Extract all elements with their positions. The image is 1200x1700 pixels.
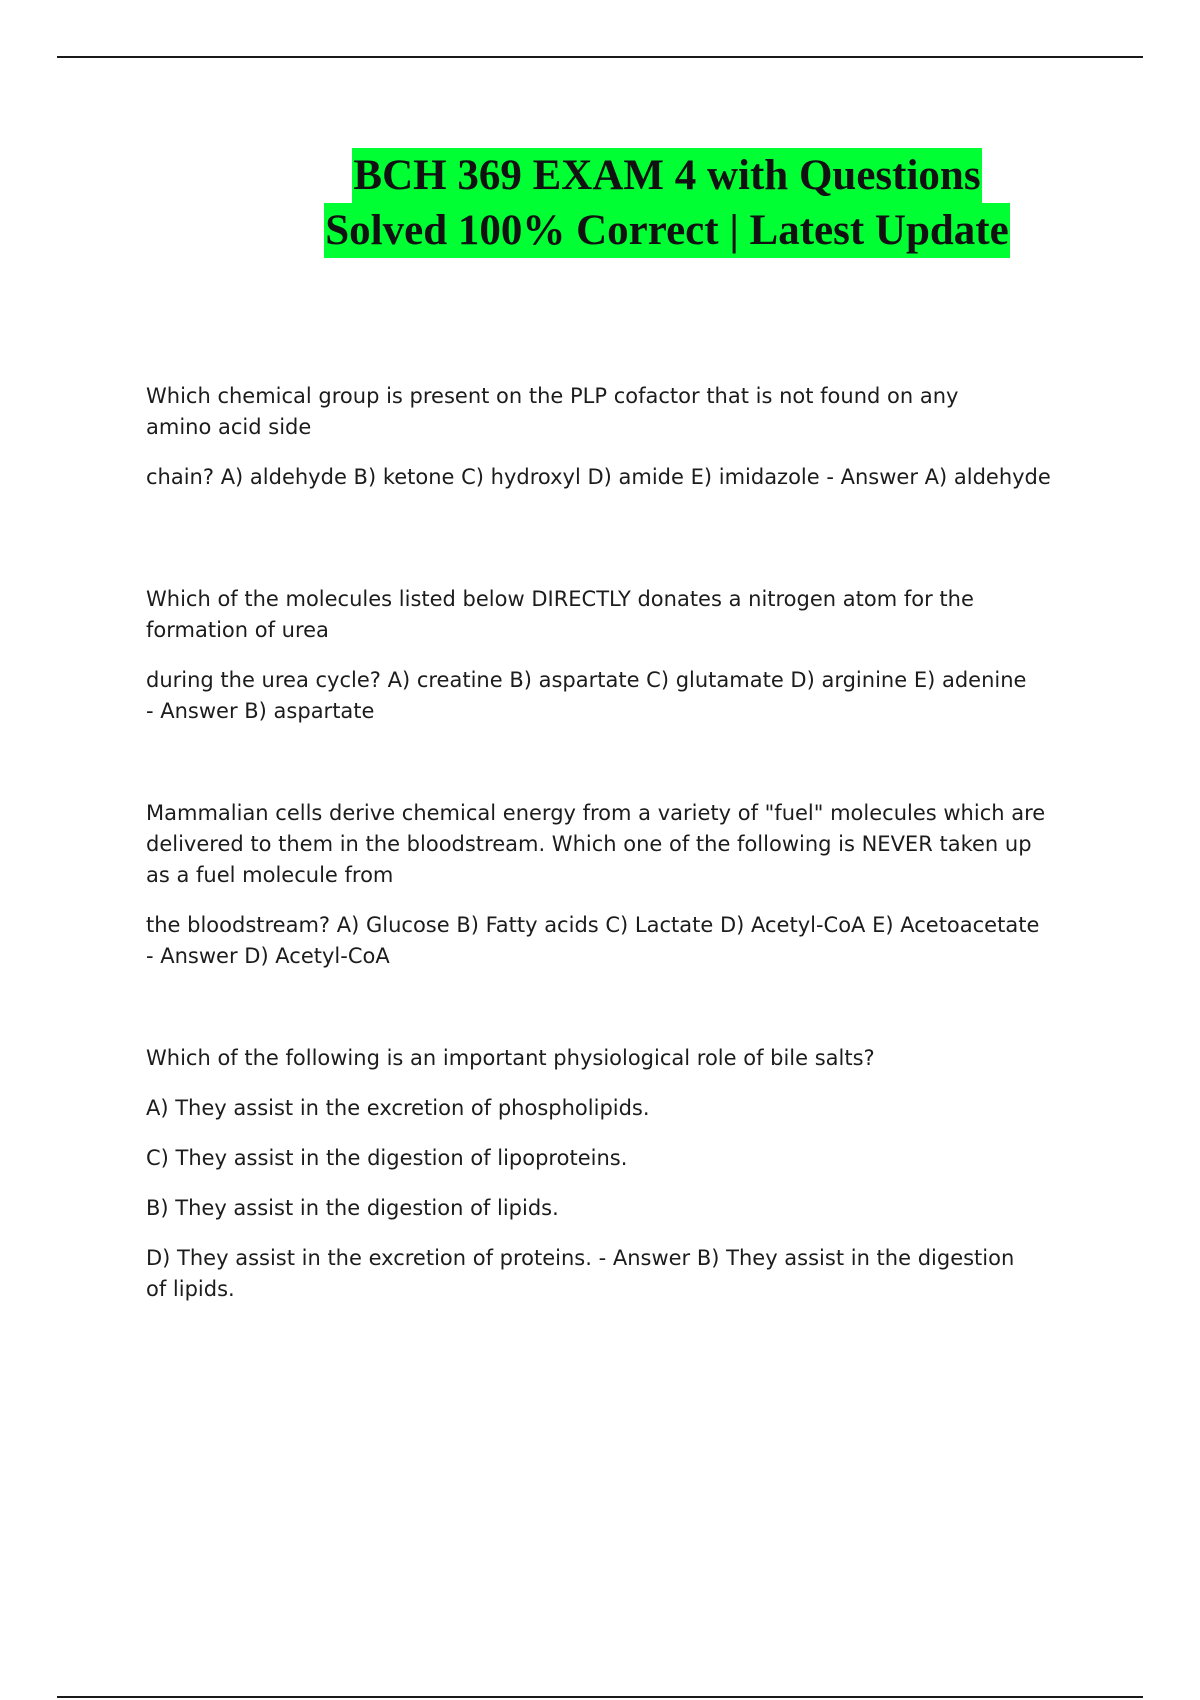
question-prompt: Which of the molecules listed below DIRECTLY donates a nitrogen atom for the formation of urea	[146, 587, 974, 642]
top-rule	[57, 56, 1143, 58]
question-continuation: chain? A) aldehyde B) ketone C) hydroxyl D) amide E) imidazole - Answer A) aldehyde	[146, 465, 1051, 489]
question-4	[146, 1043, 1076, 1305]
bottom-rule	[57, 1696, 1143, 1698]
question-3	[146, 798, 1076, 972]
title-line-1: BCH 369 EXAM 4 with Questions	[352, 148, 981, 203]
question-2	[146, 584, 1076, 727]
question-prompt: Mammalian cells derive chemical energy from a variety of "fuel" molecules which are delivered to them in the bloodstream. Which one of the following is NEVER taken up as a fuel molecule from	[146, 801, 1046, 887]
document-title	[0, 148, 1200, 258]
title-line-2: Solved 100% Correct | Latest Update	[324, 203, 1009, 258]
questions-body	[146, 381, 1076, 1324]
question-option: A) They assist in the excretion of phospholipids.	[146, 1096, 650, 1120]
question-option: C) They assist in the digestion of lipoproteins.	[146, 1146, 628, 1170]
question-continuation: the bloodstream? A) Glucose B) Fatty acids C) Lactate D) Acetyl-CoA E) Acetoacetate - Answer D) Acetyl-CoA	[146, 913, 1040, 968]
question-option: B) They assist in the digestion of lipids.	[146, 1196, 559, 1220]
question-1	[146, 381, 1076, 493]
question-continuation: D) They assist in the excretion of proteins. - Answer B) They assist in the digestion of lipids.	[146, 1246, 1015, 1301]
spacer	[146, 746, 1076, 798]
spacer	[146, 512, 1076, 584]
question-prompt: Which chemical group is present on the PLP cofactor that is not found on any amino acid side	[146, 384, 959, 439]
question-continuation: during the urea cycle? A) creatine B) aspartate C) glutamate D) arginine E) adenine - Answer B) aspartate	[146, 668, 1027, 723]
spacer	[146, 991, 1076, 1043]
question-prompt: Which of the following is an important physiological role of bile salts?	[146, 1046, 875, 1070]
